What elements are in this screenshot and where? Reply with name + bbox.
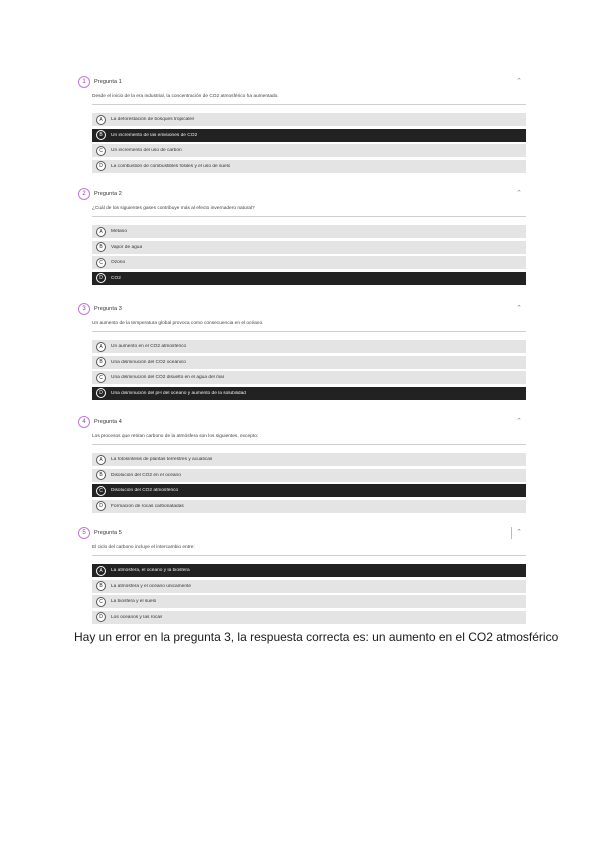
- option-d[interactable]: [92, 500, 526, 513]
- question-header[interactable]: [76, 184, 526, 204]
- option-label: Disolución del CO2 atmosférico: [111, 488, 179, 493]
- divider: [92, 555, 526, 556]
- option-label: Una disminución del pH del océano y aumento de la solubilidad: [111, 390, 246, 396]
- option-a[interactable]: [92, 113, 526, 126]
- question-text: El ciclo del carbono incluye el intercambio entre:: [92, 545, 195, 550]
- divider: [92, 104, 526, 105]
- divider: [92, 331, 526, 332]
- option-letter: A: [96, 227, 106, 237]
- chevron-up-icon[interactable]: ⌃: [516, 78, 522, 85]
- option-label: La combustión de combustibles fósiles y el uso de suelo: [111, 163, 231, 169]
- option-letter: D: [96, 501, 106, 511]
- option-letter: A: [96, 455, 106, 465]
- question-header[interactable]: [76, 299, 526, 319]
- option-label: Metano: [111, 229, 127, 234]
- option-letter: C: [96, 373, 106, 383]
- option-label: La atmósfera, el océano y la biosfera: [111, 568, 190, 573]
- question-4: [76, 412, 526, 523]
- option-letter: D: [96, 388, 106, 398]
- chevron-up-icon[interactable]: ⌃: [516, 418, 522, 425]
- option-label: CO2: [111, 275, 121, 281]
- question-title: Pregunta 2: [94, 191, 122, 197]
- option-label: Disolución del CO2 en el océano: [111, 472, 181, 478]
- option-a[interactable]: [92, 564, 526, 577]
- question-1: [76, 72, 526, 184]
- divider: [92, 216, 526, 217]
- question-title: Pregunta 3: [94, 306, 122, 312]
- option-b[interactable]: [92, 580, 526, 593]
- option-label: La biosfera y el suelo: [111, 599, 157, 604]
- option-label: Un aumento en el CO2 atmosférico: [111, 344, 187, 349]
- chevron-up-icon[interactable]: ⌃: [516, 529, 522, 536]
- option-b[interactable]: [92, 469, 526, 482]
- option-letter: C: [96, 258, 106, 268]
- option-letter: B: [96, 357, 106, 367]
- question-title: Pregunta 1: [94, 79, 122, 85]
- question-text: ¿Cuál de los siguientes gases contribuye más al efecto invernadero natural?: [92, 206, 255, 211]
- question-number-badge: 2: [78, 188, 90, 200]
- option-letter: D: [96, 161, 106, 171]
- option-a[interactable]: [92, 225, 526, 238]
- option-c[interactable]: [92, 484, 526, 497]
- question-number-badge: 3: [78, 303, 90, 315]
- option-label: La atmósfera y el océano únicamente: [111, 583, 191, 589]
- option-label: Formación de rocas carbonatadas: [111, 503, 184, 509]
- question-header[interactable]: [76, 523, 526, 543]
- option-d[interactable]: [92, 272, 526, 285]
- error-note: Hay un error en la pregunta 3, la respuesta correcta es: un aumento en el CO2 atmosférico: [74, 630, 559, 644]
- scrollbar-thumb[interactable]: [511, 527, 512, 539]
- option-label: Una disminución del CO2 oceánico: [111, 359, 186, 365]
- option-letter: C: [96, 597, 106, 607]
- option-c[interactable]: [92, 371, 526, 384]
- question-title: Pregunta 4: [94, 419, 122, 425]
- option-label: Vapor de agua: [111, 244, 143, 250]
- question-3: [76, 299, 526, 412]
- option-label: Los océanos y las rocas: [111, 614, 163, 620]
- option-letter: B: [96, 130, 106, 140]
- quiz-container: [76, 72, 526, 633]
- question-5: [76, 523, 526, 633]
- option-letter: A: [96, 342, 106, 352]
- option-letter: B: [96, 242, 106, 252]
- chevron-up-icon[interactable]: ⌃: [516, 190, 522, 197]
- option-label: Un incremento de las emisiones de CO2: [111, 132, 198, 138]
- option-letter: B: [96, 581, 106, 591]
- option-d[interactable]: [92, 387, 526, 400]
- option-c[interactable]: [92, 144, 526, 157]
- option-letter: C: [96, 486, 106, 496]
- option-c[interactable]: [92, 595, 526, 608]
- question-text: Desde el inicio de la era industrial, la concentración de CO2 atmosférico ha aumentado.: [92, 94, 279, 99]
- option-d[interactable]: [92, 611, 526, 624]
- option-label: La deforestación de bosques tropicales: [111, 117, 195, 122]
- question-header[interactable]: [76, 412, 526, 432]
- option-label: Una disminución del CO2 disuelto en el agua del mar: [111, 375, 225, 380]
- option-c[interactable]: [92, 256, 526, 269]
- chevron-up-icon[interactable]: ⌃: [516, 305, 522, 312]
- question-2: [76, 184, 526, 299]
- question-number-badge: 1: [78, 76, 90, 88]
- option-letter: D: [96, 273, 106, 283]
- option-d[interactable]: [92, 160, 526, 173]
- option-b[interactable]: [92, 241, 526, 254]
- option-letter: A: [96, 566, 106, 576]
- divider: [92, 444, 526, 445]
- option-a[interactable]: [92, 453, 526, 466]
- question-number-badge: 5: [78, 527, 90, 539]
- option-label: Ozono: [111, 260, 126, 265]
- question-header[interactable]: [76, 72, 526, 92]
- question-text: Los procesos que retiran carbono de la atmósfera son los siguientes, excepto:: [92, 434, 259, 439]
- question-number-badge: 4: [78, 416, 90, 428]
- option-letter: C: [96, 146, 106, 156]
- option-letter: B: [96, 470, 106, 480]
- option-a[interactable]: [92, 340, 526, 353]
- question-title: Pregunta 5: [94, 530, 122, 536]
- option-label: La fotosíntesis de plantas terrestres y acuáticas: [111, 457, 213, 462]
- option-letter: D: [96, 612, 106, 622]
- option-label: Un incremento del uso de carbón: [111, 148, 182, 153]
- question-text: Un aumento de la temperatura global provoca como consecuencia en el océano.: [92, 321, 264, 326]
- option-b[interactable]: [92, 356, 526, 369]
- option-letter: A: [96, 115, 106, 125]
- option-b[interactable]: [92, 129, 526, 142]
